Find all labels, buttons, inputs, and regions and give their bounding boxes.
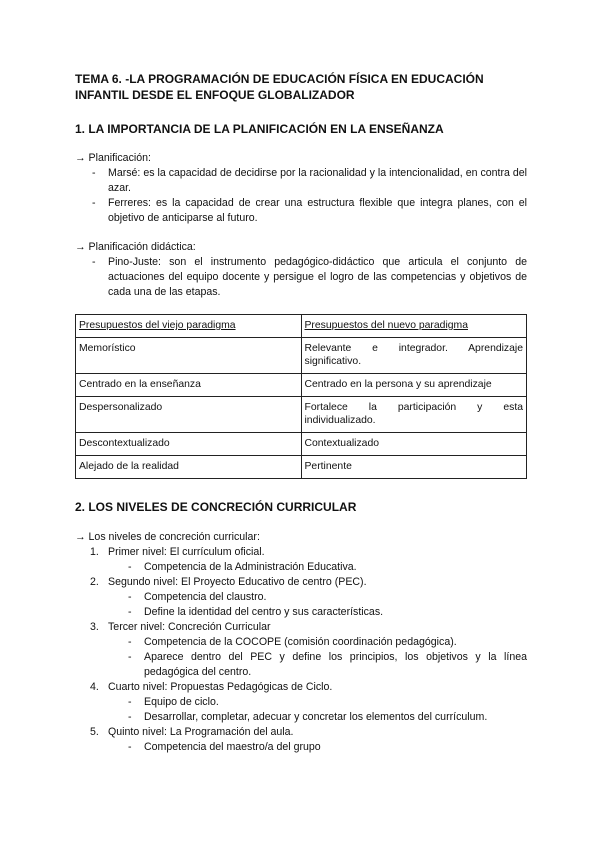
list-item — [75, 620, 527, 635]
dash-bullet: - — [128, 711, 132, 723]
table-row — [76, 433, 527, 456]
table-row — [76, 374, 527, 397]
list-item-text: Primer nivel: El currículum oficial. — [108, 546, 265, 558]
list-item — [75, 680, 527, 695]
title-line-2: INFANTIL DESDE EL ENFOQUE GLOBALIZADOR — [75, 88, 355, 102]
table-header-row — [76, 315, 527, 338]
list-item — [75, 575, 527, 590]
planificacion-label: → Planificación: — [75, 152, 151, 164]
list-item-text: Equipo de ciclo. — [144, 696, 219, 708]
list-item — [75, 590, 527, 605]
item-number: 1. — [90, 546, 99, 558]
section-2-heading: 2. LOS NIVELES DE CONCRECIÓN CURRICULAR — [75, 500, 357, 514]
list-item — [75, 650, 527, 680]
table-cell: Pertinente — [301, 456, 527, 479]
list-item — [75, 545, 527, 560]
table-row — [76, 397, 527, 433]
table-row — [76, 456, 527, 479]
title-line-1: TEMA 6. -LA PROGRAMACIÓN DE EDUCACIÓN FÍSICA EN EDUCACIÓN — [75, 72, 484, 86]
levels-label: → Los niveles de concreción curricular: — [75, 531, 260, 543]
list-item — [75, 560, 527, 575]
dash-bullet: - — [128, 636, 132, 648]
curricular-levels — [75, 530, 527, 755]
list-item — [75, 166, 527, 196]
table-cell: Fortalece la participación y esta individualizado. — [301, 397, 527, 433]
table-cell: Centrado en la enseñanza — [76, 374, 302, 397]
planificacion-didactica-label: → Planificación didáctica: — [75, 241, 196, 253]
table-cell: Memorístico — [76, 338, 302, 374]
dash-bullet: - — [128, 651, 132, 663]
table-cell: Descontextualizado — [76, 433, 302, 456]
dash-bullet: - — [128, 606, 132, 618]
list-item-text: Desarrollar, completar, adecuar y concretar los elementos del currículum. — [144, 711, 488, 723]
planificacion-block — [75, 151, 527, 226]
list-item-text: Competencia del claustro. — [144, 591, 267, 603]
list-item — [75, 196, 527, 226]
list-item — [75, 725, 527, 740]
list-item — [75, 710, 527, 725]
table-row — [76, 338, 527, 374]
list-item — [75, 740, 527, 755]
list-item — [75, 605, 527, 620]
list-item-text: Segundo nivel: El Proyecto Educativo de centro (PEC). — [108, 576, 367, 588]
list-item-text: Quinto nivel: La Programación del aula. — [108, 726, 294, 738]
header-new-paradigm: Presupuestos del nuevo paradigma — [301, 315, 527, 338]
document-title — [75, 71, 535, 103]
item-number: 3. — [90, 621, 99, 633]
dash-bullet: - — [92, 167, 96, 179]
planificacion-didactica-block — [75, 240, 527, 300]
item-number: 2. — [90, 576, 99, 588]
header-old-paradigm: Presupuestos del viejo paradigma — [76, 315, 302, 338]
list-item-text: Ferreres: es la capacidad de crear una estructura flexible que integra planes, con el objetivo de anticiparse al futuro. — [108, 197, 527, 224]
item-number: 5. — [90, 726, 99, 738]
list-item-text: Define la identidad del centro y sus características. — [144, 606, 384, 618]
list-item-text: Competencia de la Administración Educativa. — [144, 561, 357, 573]
table-cell: Despersonalizado — [76, 397, 302, 433]
item-number: 4. — [90, 681, 99, 693]
list-item-text: Competencia de la COCOPE (comisión coordinación pedagógica). — [144, 636, 457, 648]
table-cell: Centrado en la persona y su aprendizaje — [301, 374, 527, 397]
list-item-text: Tercer nivel: Concreción Curricular — [108, 621, 271, 633]
list-item-text: Competencia del maestro/a del grupo — [144, 741, 321, 753]
list-item-text: Pino-Juste: son el instrumento pedagógico-didáctico que articula el conjunto de actuaciones del equipo docente y persigue el logro de las competencias y objetivos de cada una de las etapas. — [108, 256, 527, 298]
dash-bullet: - — [128, 696, 132, 708]
list-item — [75, 255, 527, 300]
list-item-text: Cuarto nivel: Propuestas Pedagógicas de Ciclo. — [108, 681, 333, 693]
list-item — [75, 695, 527, 710]
dash-bullet: - — [128, 591, 132, 603]
dash-bullet: - — [128, 561, 132, 573]
list-item-text: Aparece dentro del PEC y define los principios, los objetivos y la línea pedagógica del centro. — [144, 651, 527, 678]
paradigm-table — [75, 314, 527, 479]
table-cell: Contextualizado — [301, 433, 527, 456]
list-item-text: Marsé: es la capacidad de decidirse por la racionalidad y la intencionalidad, en contra del azar. — [108, 167, 527, 194]
table-cell: Relevante e integrador. Aprendizaje significativo. — [301, 338, 527, 374]
section-1-heading: 1. LA IMPORTANCIA DE LA PLANIFICACIÓN EN LA ENSEÑANZA — [75, 122, 444, 136]
dash-bullet: - — [92, 197, 96, 209]
dash-bullet: - — [128, 741, 132, 753]
list-item — [75, 635, 527, 650]
table-cell: Alejado de la realidad — [76, 456, 302, 479]
dash-bullet: - — [92, 256, 96, 268]
